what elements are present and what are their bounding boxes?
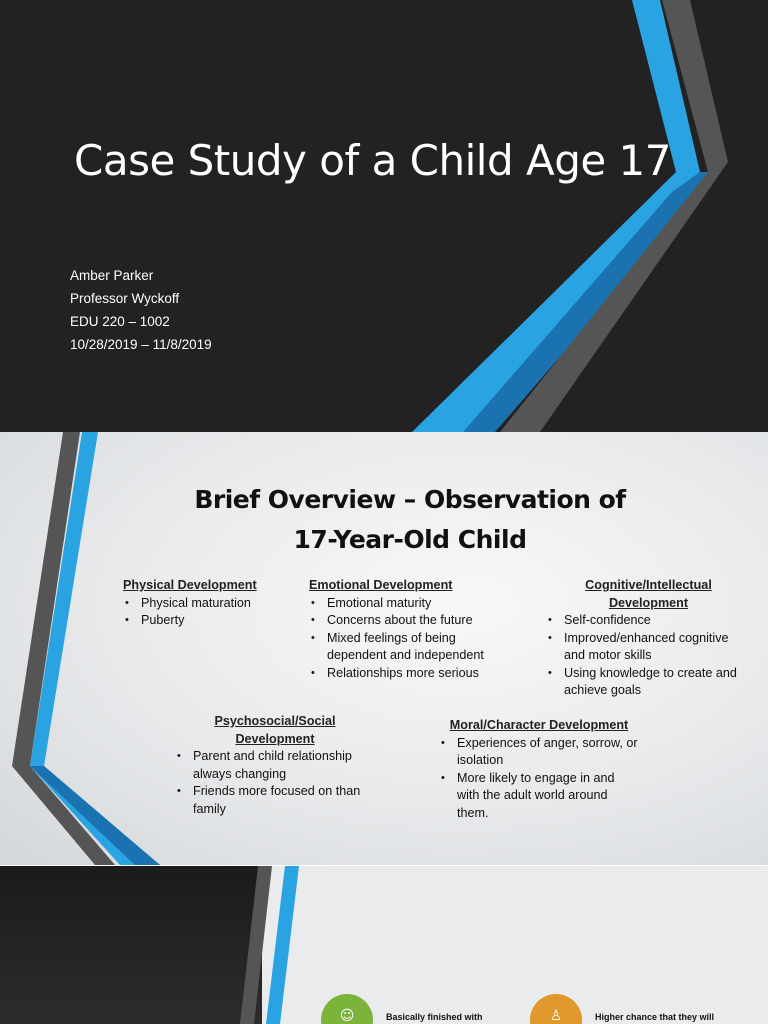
list-item: • Puberty [123,612,293,630]
meditate-icon: ♙ [530,994,582,1024]
list-item: • Using knowledge to create and achieve goals [546,665,751,700]
list-item: • Self-confidence [546,612,751,630]
item1-text: Basically finished with [386,1012,483,1022]
slide-title-text: Case Study of a Child Age 17 [74,136,671,185]
slide-third-partial [0,866,768,1024]
psychosocial-heading-line-1: Psychosocial/Social [214,714,336,728]
physical-heading: Physical Development [123,578,257,592]
gray-stripe [240,866,272,1024]
slide-overview [0,432,768,865]
slide1-decoration [0,0,768,432]
person-icon: ☺ [321,994,373,1024]
author-name: Amber Parker [70,268,154,283]
list-item: • Emotional maturity [309,595,514,613]
overview-heading [130,480,690,560]
psychosocial-heading-line-2: Development [235,731,315,746]
list-item: • Improved/enhanced cognitive and motor skills [546,630,751,665]
cognitive-heading-line-1: Cognitive/Intellectual [585,578,712,592]
heading-line-2: 17-Year-Old Child [293,525,527,554]
course-code: EDU 220 – 1002 [70,314,170,329]
list-item: • Relationships more serious [309,665,514,683]
list-item: • Experiences of anger, sorrow, or isolation [439,735,639,770]
emotional-column [309,577,514,682]
slide-title [0,0,768,432]
list-item: • Parent and child relationship always changing [175,748,375,783]
physical-column [123,577,293,630]
item2-text: Higher chance that they will [595,1012,715,1022]
date-range: 10/28/2019 – 11/8/2019 [70,337,212,352]
presenter-info [70,264,212,356]
psychosocial-heading [175,713,375,748]
list-item: • Friends more focused on than family [175,783,375,818]
list-item: • Concerns about the future [309,612,514,630]
emotional-heading: Emotional Development [309,578,453,592]
cognitive-heading [546,577,751,612]
list-item: • Physical maturation [123,595,293,613]
moral-heading: Moral/Character Development [449,718,629,732]
professor-name: Professor Wyckoff [70,291,180,306]
cognitive-column [546,577,751,700]
cognitive-heading-line-2: Development [608,595,689,610]
heading-line-1: Brief Overview – Observation of [194,485,626,514]
list-item: • Mixed feelings of being dependent and independent [309,630,514,665]
blue-stripe [266,866,299,1024]
moral-column [439,717,639,822]
psychosocial-column [175,713,375,818]
list-item: • More likely to engage in and with the adult world around them. [439,770,639,823]
slide3-decoration [0,866,768,1024]
